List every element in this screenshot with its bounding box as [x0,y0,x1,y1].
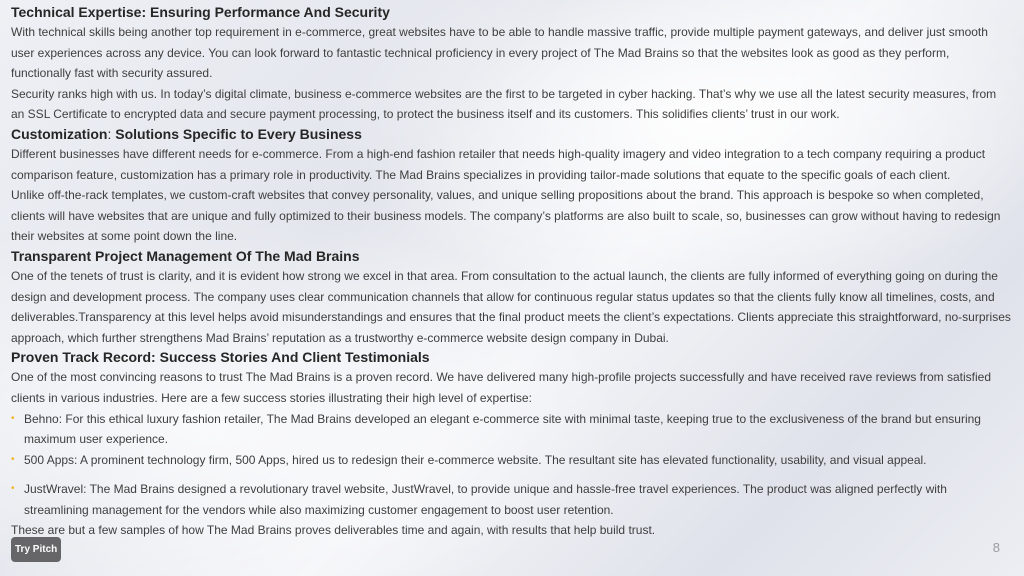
list-item [11,479,1011,520]
paragraph-technical-2: Security ranks high with us. In today’s digital climate, business e-commerce websites are the first to be targeted in cyber hacking. That’s why we use all the latest security measures, from an SSL Certificate to encrypted data and secure payment processing, to protect the business itself and its customers. This solidifies clients’ trust in our work. [11,86,997,122]
page-number: 8 [992,540,1000,555]
paragraph-track-record-1: One of the most convincing reasons to trust The Mad Brains is a proven record. We have delivered many high-profile projects successfully and have received rave reviews from satisfied clients in various industries. Here are a few success stories illustrating their high level of expertise: [11,370,992,405]
heading-customization-separator: : [107,125,116,142]
list-item-text: 500 Apps: A prominent technology firm, 500 Apps, hired us to redesign their e-commerce website. The resultant site has elevated functionality, usability, and visual appeal. [24,452,927,467]
section-heading-technical: Technical Expertise: Ensuring Performance And Security [11,4,390,20]
paragraph-customization-2: Unlike off-the-rack templates, we custom-craft websites that convey personality, values, and unique selling propositions about the brand. This approach is bespoke so when completed, clients will have websites that are unique and fully optimized to their business models. The company’s platforms are also built to scale, so, businesses can grow without having to redesign their websites at some point down the line. [11,188,1001,244]
paragraph-customization-1: Different businesses have different needs for e-commerce. From a high-end fashion retailer that needs high-quality imagery and video integration to a tech company requiring a product comparison feature, customization has a primary role in productivity. The Mad Brains specializes in providing tailor-made solutions that equate to the specific goals of each client. [11,146,986,182]
list-item [11,450,1011,471]
section-heading-customization [11,125,1011,144]
heading-customization-part-b: Solutions Specific to Every Business [115,125,362,142]
list-item-text: JustWravel: The Mad Brains designed a revolutionary travel website, JustWravel, to provide unique and hassle-free travel experiences. The product was aligned perfectly with streamlining management for the vendors while also maximizing customer engagement to boost user retention. [24,482,947,517]
bullet-icon: • [11,412,15,424]
bullet-icon: • [11,483,15,495]
try-pitch-button[interactable]: Try Pitch [11,537,61,562]
list-item [11,409,1011,450]
section-heading-transparent: Transparent Project Management Of The Mad Brains [11,247,360,264]
success-stories-list [11,409,1011,521]
section-heading-track-record: Proven Track Record: Success Stories And Client Testimonials [11,349,430,366]
paragraph-transparent-1: One of the tenets of trust is clarity, and it is evident how strong we excel in that area. From consultation to the actual launch, the clients are fully informed of everything going on during the design and development process. The company uses clear communication channels that allow for continuous regular status updates so that the clients fully know all timelines, costs, and deliverables.Transparency at this level helps avoid misunderstandings and ensures that the final product meets the client’s expectations. Clients appreciate this straightforward, no-surprises approach, which further strengthens Mad Brains’ reputation as a trustworthy e-commerce website design company in Dubai. [11,268,1011,345]
list-item-text: Behno: For this ethical luxury fashion retailer, The Mad Brains developed an elegant e-commerce site with minimal taste, keeping true to the exclusiveness of the brand but ensuring maximum user experience. [24,411,981,447]
paragraph-technical-1: With technical skills being another top requirement in e-commerce, great websites have to be able to handle massive traffic, provide multiple payment gateways, and deliver just smooth user experiences across any device. You can look forward to fantastic technical proficiency in every project of The Mad Brains so that the websites look as good as they perform, functionally fast with security assured. [11,25,988,81]
bullet-icon: • [11,453,15,465]
heading-customization-part-a: Customization [11,125,108,142]
paragraph-track-record-closing: These are but a few samples of how The Mad Brains proves deliverables time and again, with results that help build trust. [11,523,656,538]
slide-content [11,3,1011,541]
